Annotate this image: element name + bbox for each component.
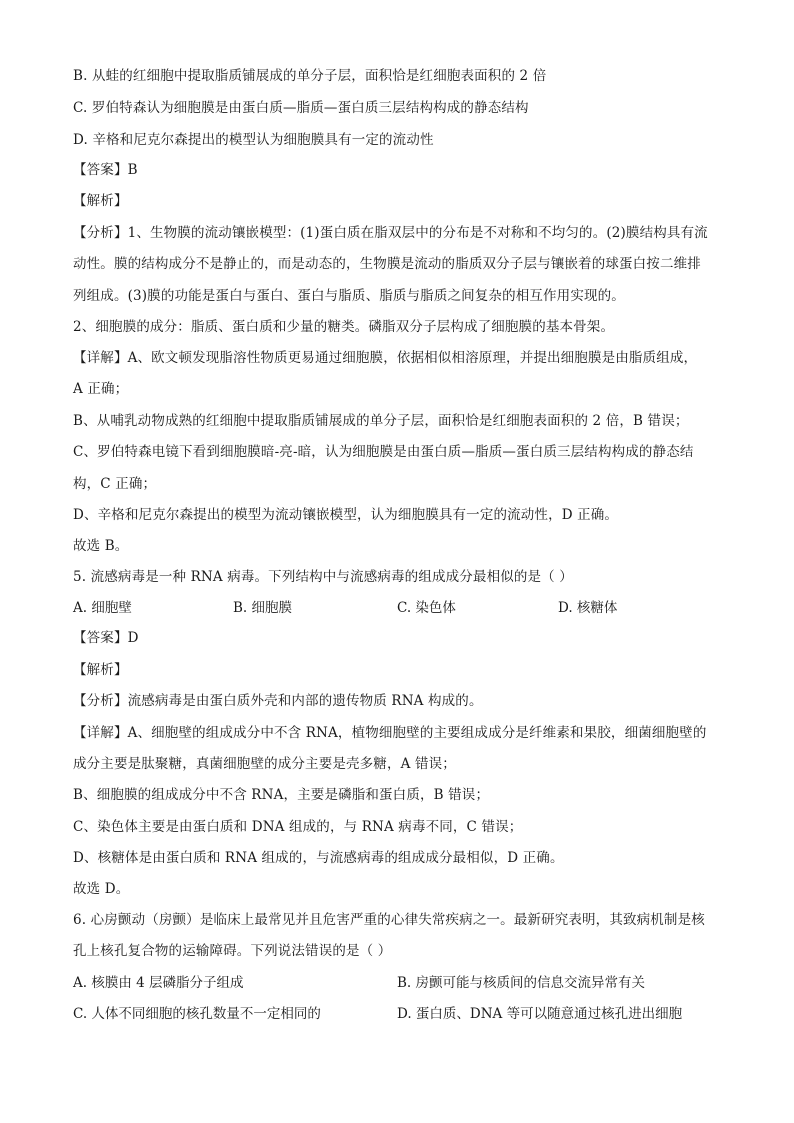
q6-option-a: A. 核膜由 4 层磷脂分子组成: [73, 975, 244, 991]
q6-option-b: B. 房颤可能与核质间的信息交流异常有关: [397, 975, 646, 991]
q4-option-b: B. 从蛙的红细胞中提取脂质铺展成的单分子层，面积恰是红细胞表面积的 2 倍: [73, 68, 547, 84]
q4-option-d: D. 辛格和尼克尔森提出的模型认为细胞膜具有一定的流动性: [73, 132, 434, 148]
q6-option-c: C. 人体不同细胞的核孔数量不一定相同的: [73, 1006, 321, 1022]
q4-detail-line: B、从哺乳动物成熟的红细胞中提取脂质铺展成的单分子层，面积恰是红细胞表面积的 2 倍，B 错误；: [73, 413, 689, 429]
q5-explanation-heading: 【解析】: [73, 662, 128, 678]
q5-detail-line: 成分主要是肽聚糖，真菌细胞壁的成分主要是壳多糖，A 错误；: [73, 756, 456, 772]
q5-option-c: C. 染色体: [397, 600, 456, 616]
q5-option-a: A. 细胞壁: [73, 600, 132, 616]
q5-option-d: D. 核糖体: [558, 600, 618, 616]
q5-detail-line: 【详解】A、细胞壁的组成成分中不含 RNA，植物细胞壁的主要组成成分是纤维素和果胶，细菌细胞壁的: [73, 725, 707, 741]
q5-detail-line: C、染色体主要是由蛋白质和 DNA 组成的，与 RNA 病毒不同，C 错误；: [73, 819, 523, 835]
q6-question-line: 孔上核孔复合物的运输障碍。下列说法错误的是（ ）: [73, 943, 392, 959]
q4-analysis-line: 【分析】1、生物膜的流动镶嵌模型：(1)蛋白质在脂双层中的分布是不对称和不均匀的。(2)膜结构具有流: [73, 225, 708, 241]
q6-option-d: D. 蛋白质、DNA 等可以随意通过核孔进出细胞: [397, 1006, 683, 1022]
q4-explanation-heading: 【解析】: [73, 193, 128, 209]
q4-detail-line: D、辛格和尼克尔森提出的模型为流动镶嵌模型，认为细胞膜具有一定的流动性，D 正确。: [73, 507, 619, 523]
q4-analysis-line: 动性。膜的结构成分不是静止的，而是动态的，生物膜是流动的脂质双分子层与镶嵌着的球蛋白按二维排: [73, 256, 701, 272]
q4-analysis-line: 2、细胞膜的成分：脂质、蛋白质和少量的糖类。磷脂双分子层构成了细胞膜的基本骨架。: [73, 319, 615, 335]
q4-conclusion: 故选 B。: [73, 538, 129, 554]
q4-detail-line: 【详解】A、欧文顿发现脂溶性物质更易通过细胞膜，依据相似相溶原理，并提出细胞膜是由脂质组成，: [73, 350, 698, 366]
q4-detail-line: C、罗伯特森电镜下看到细胞膜暗-亮-暗，认为细胞膜是由蛋白质—脂质—蛋白质三层结构构成的静态结: [73, 444, 694, 460]
q6-question-line: 6. 心房颤动（房颤）是临床上最常见并且危害严重的心律失常疾病之一。最新研究表明，其致病机制是核: [73, 912, 705, 928]
q5-conclusion: 故选 D。: [73, 881, 130, 897]
q5-answer: 【答案】D: [73, 630, 139, 646]
q5-detail-line: D、核糖体是由蛋白质和 RNA 组成的，与流感病毒的组成成分最相似，D 正确。: [73, 850, 564, 866]
q4-analysis-line: 列组成。(3)膜的功能是蛋白与蛋白、蛋白与脂质、脂质与脂质之间复杂的相互作用实现的。: [73, 288, 625, 304]
q5-question: 5. 流感病毒是一种 RNA 病毒。下列结构中与流感病毒的组成成分最相似的是（ ）: [73, 569, 573, 585]
q4-answer: 【答案】B: [73, 162, 138, 178]
q5-option-b: B. 细胞膜: [233, 600, 293, 616]
q5-analysis-line: 【分析】流感病毒是由蛋白质外壳和内部的遗传物质 RNA 构成的。: [73, 693, 483, 709]
q4-option-c: C. 罗伯特森认为细胞膜是由蛋白质—脂质—蛋白质三层结构构成的静态结构: [73, 100, 529, 116]
q5-detail-line: B、细胞膜的组成成分中不含 RNA，主要是磷脂和蛋白质，B 错误；: [73, 787, 490, 803]
q4-detail-line: A 正确；: [73, 381, 129, 397]
q4-detail-line: 构，C 正确；: [73, 476, 157, 492]
